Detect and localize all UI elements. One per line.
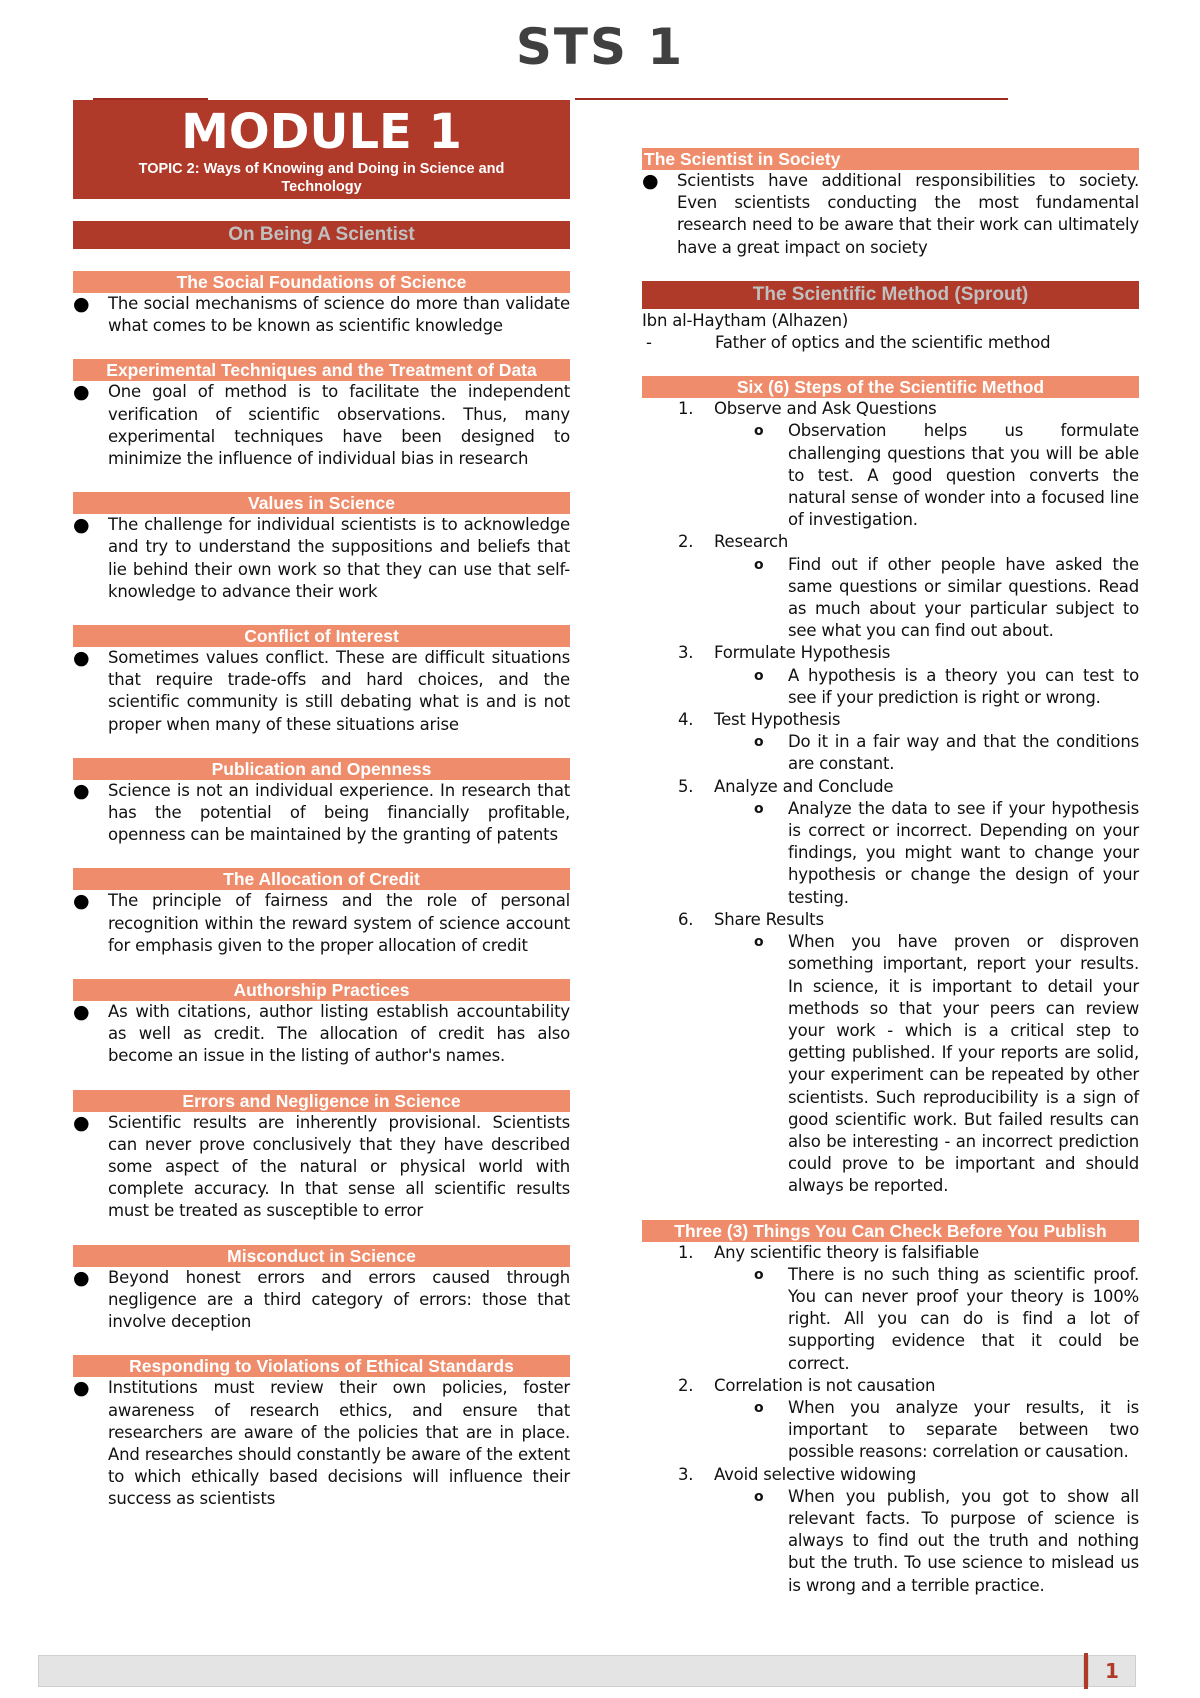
sub-list-item [754, 665, 1139, 709]
person-note: Father of optics and the scientific method [715, 333, 1051, 353]
topic-text: One goal of method is to facilitate the independent verification of scientific observations. Thus, many experimental techniques have been designed to minimize the influence of individual bias in research [108, 382, 570, 469]
item-title: Test Hypothesis [714, 710, 841, 730]
sub-list-item [754, 1397, 1139, 1464]
bullet-icon: ● [73, 381, 90, 404]
person-name: Ibn al-Haytham (Alhazen) [642, 310, 849, 330]
module-title: MODULE 1 [181, 104, 462, 160]
checks-list [642, 1242, 1139, 1597]
section-title-scientific-method: The Scientific Method (Sprout) [642, 281, 1139, 309]
numbered-item [678, 1375, 1139, 1397]
circle-bullet-icon: o [754, 734, 764, 751]
list-item [73, 514, 570, 603]
item-number: 1. [678, 399, 694, 419]
list-item [642, 170, 1139, 259]
dash-icon: - [646, 333, 652, 353]
numbered-item [678, 642, 1139, 664]
item-number: 2. [678, 1375, 694, 1395]
sub-list-item [754, 420, 1139, 531]
topic-heading: Responding to Violations of Ethical Standards [73, 1355, 570, 1377]
footer-bar [38, 1655, 1084, 1687]
sub-list-item [754, 798, 1139, 909]
bullet-icon: ● [642, 170, 659, 192]
list-item [73, 1001, 570, 1068]
topic-heading: The Social Foundations of Science [73, 271, 570, 293]
course-title: STS 1 [515, 18, 685, 76]
heading-three-checks: Three (3) Things You Can Check Before You Publish [642, 1220, 1139, 1242]
item-title: Research [714, 532, 789, 552]
item-detail: Analyze the data to see if your hypothesis is correct or incorrect. Depending on your findings, you might want to change your hypothesis or change the design of your testing. [788, 798, 1139, 907]
item-title: Analyze and Conclude [714, 776, 894, 796]
list-item [646, 332, 1139, 354]
heading-six-steps: Six (6) Steps of the Scientific Method [642, 376, 1139, 398]
numbered-item [678, 398, 1139, 420]
topic-heading: Conflict of Interest [73, 625, 570, 647]
item-number: 5. [678, 776, 694, 796]
list-item [73, 1112, 570, 1223]
topic-text: The social mechanisms of science do more than validate what comes to be known as scientific knowledge [108, 294, 570, 336]
item-detail: When you analyze your results, it is important to separate between two possible reasons: correlation or causation. [788, 1397, 1139, 1462]
item-title: Correlation is not causation [714, 1375, 936, 1395]
bullet-icon: ● [73, 1266, 90, 1289]
numbered-item [678, 1242, 1139, 1264]
item-number: 3. [678, 643, 694, 663]
item-number: 1. [678, 1242, 694, 1262]
item-detail: Do it in a fair way and that the conditions are constant. [788, 732, 1139, 774]
module-banner [73, 100, 570, 199]
page-number: 1 [1088, 1655, 1136, 1687]
item-title: Observe and Ask Questions [714, 399, 937, 419]
bullet-icon: ● [73, 514, 90, 537]
topic-heading: Authorship Practices [73, 979, 570, 1001]
numbered-item [678, 1464, 1139, 1486]
header-rule [575, 98, 1008, 100]
topic-heading: Publication and Openness [73, 758, 570, 780]
sub-list-item [754, 1264, 1139, 1375]
item-number: 6. [678, 909, 694, 929]
left-column [73, 100, 570, 1511]
circle-bullet-icon: o [754, 423, 764, 440]
topic-text: The challenge for individual scientists is to acknowledge and try to understand the suppositions and beliefs that lie behind their own work so that they can use that self-knowledge to advance their work [108, 515, 570, 601]
sub-list-item [754, 1486, 1139, 1597]
module-topic: TOPIC 2: Ways of Knowing and Doing in Science and Technology [138, 161, 505, 195]
sub-list-item [754, 731, 1139, 775]
list-item [73, 647, 570, 736]
circle-bullet-icon: o [754, 934, 764, 951]
item-detail: A hypothesis is a theory you can test to see if your prediction is right or wrong. [788, 665, 1139, 707]
heading-scientist-in-society: The Scientist in Society [642, 148, 1139, 170]
right-column [642, 148, 1139, 1597]
society-text: Scientists have additional responsibilities to society. Even scientists conducting the most fundamental research need to be aware that their work can ultimately have a great impact on society [677, 171, 1139, 257]
circle-bullet-icon: o [754, 1488, 764, 1505]
circle-bullet-icon: o [754, 556, 764, 573]
bullet-icon: ● [73, 647, 90, 670]
item-number: 3. [678, 1464, 694, 1484]
topic-heading: The Allocation of Credit [73, 868, 570, 890]
list-item [73, 1377, 570, 1510]
list-item [73, 381, 570, 470]
left-topic-list [73, 271, 570, 1511]
topic-heading: Experimental Techniques and the Treatment of Data [73, 359, 570, 381]
item-number: 2. [678, 532, 694, 552]
item-title: Avoid selective widowing [714, 1464, 917, 1484]
list-item [73, 293, 570, 337]
item-title: Share Results [714, 909, 824, 929]
bullet-icon: ● [73, 1111, 90, 1134]
item-detail: When you have proven or disproven something important, report your results. In science, it is important to detail your methods so that your peers can review your work - which is a critical step to getting published. If your reports are solid, your experiment can be repeated by other scientists. Such reproducibility is a sign of good scientific work. But failed results can also be interesting - an incorrect prediction could prove to be important and should always be reported. [788, 932, 1139, 1196]
list-item [73, 890, 570, 957]
bullet-icon: ● [73, 890, 90, 913]
steps-list [642, 398, 1139, 1197]
bullet-icon: ● [73, 1377, 90, 1400]
topic-heading: Errors and Negligence in Science [73, 1090, 570, 1112]
topic-heading: Values in Science [73, 492, 570, 514]
sub-list-item [754, 554, 1139, 643]
topic-text: Scientific results are inherently provisional. Scientists can never prove conclusively that they have described some aspect of the natural or physical world with complete accuracy. In that sense all scientific results must be treated as susceptible to error [108, 1112, 570, 1221]
circle-bullet-icon: o [754, 1266, 764, 1283]
numbered-item [678, 709, 1139, 731]
item-detail: Find out if other people have asked the same questions or similar questions. Read as much about your particular subject to see what you can find out about. [788, 554, 1139, 641]
list-item [73, 780, 570, 847]
circle-bullet-icon: o [754, 800, 764, 817]
section-title-on-being-a-scientist: On Being A Scientist [73, 221, 570, 249]
circle-bullet-icon: o [754, 667, 764, 684]
topic-text: Institutions must review their own policies, foster awareness of research ethics, and ensure that researchers are aware of the policies that are in place. And researches should constantly be aware of the extent to which ethically based decisions will influence their success as scientists [108, 1378, 570, 1509]
bullet-icon: ● [73, 779, 90, 802]
numbered-item [678, 531, 1139, 553]
numbered-item [678, 909, 1139, 931]
item-detail: When you publish, you got to show all relevant facts. To purpose of science is always to find out the truth and nothing but the truth. To use science to mislead us is wrong and a terrible practice. [788, 1486, 1139, 1595]
item-title: Any scientific theory is falsifiable [714, 1242, 979, 1262]
list-item [73, 1267, 570, 1334]
item-detail: There is no such thing as scientific proof. You can never proof your theory is 100% right. All you can do is find a lot of supporting evidence that it could be correct. [788, 1264, 1139, 1373]
topic-text: The principle of fairness and the role of personal recognition within the reward system of science account for emphasis given to the proper allocation of credit [108, 891, 570, 955]
sub-list-item [754, 931, 1139, 1197]
topic-text: Science is not an individual experience. In research that has the potential of being financially profitable, openness can be maintained by the granting of patents [108, 780, 570, 845]
topic-text: As with citations, author listing establish accountability as well as credit. The allocation of credit has also become an issue in the listing of author's names. [108, 1002, 570, 1066]
item-number: 4. [678, 710, 694, 730]
bullet-icon: ● [73, 293, 90, 315]
circle-bullet-icon: o [754, 1399, 764, 1416]
topic-text: Beyond honest errors and errors caused through negligence are a third category of errors: those that involve deception [108, 1267, 570, 1332]
item-detail: Observation helps us formulate challenging questions that you will be able to test. A good question converts the natural sense of wonder into a focused line of investigation. [788, 421, 1139, 530]
topic-heading: Misconduct in Science [73, 1245, 570, 1267]
item-title: Formulate Hypothesis [714, 643, 891, 663]
numbered-item [678, 776, 1139, 798]
topic-text: Sometimes values conflict. These are difficult situations that require trade-offs and hard choices, and the scientific community is still debating what is and is not proper when many of these situations arise [108, 648, 570, 734]
bullet-icon: ● [73, 1001, 90, 1024]
